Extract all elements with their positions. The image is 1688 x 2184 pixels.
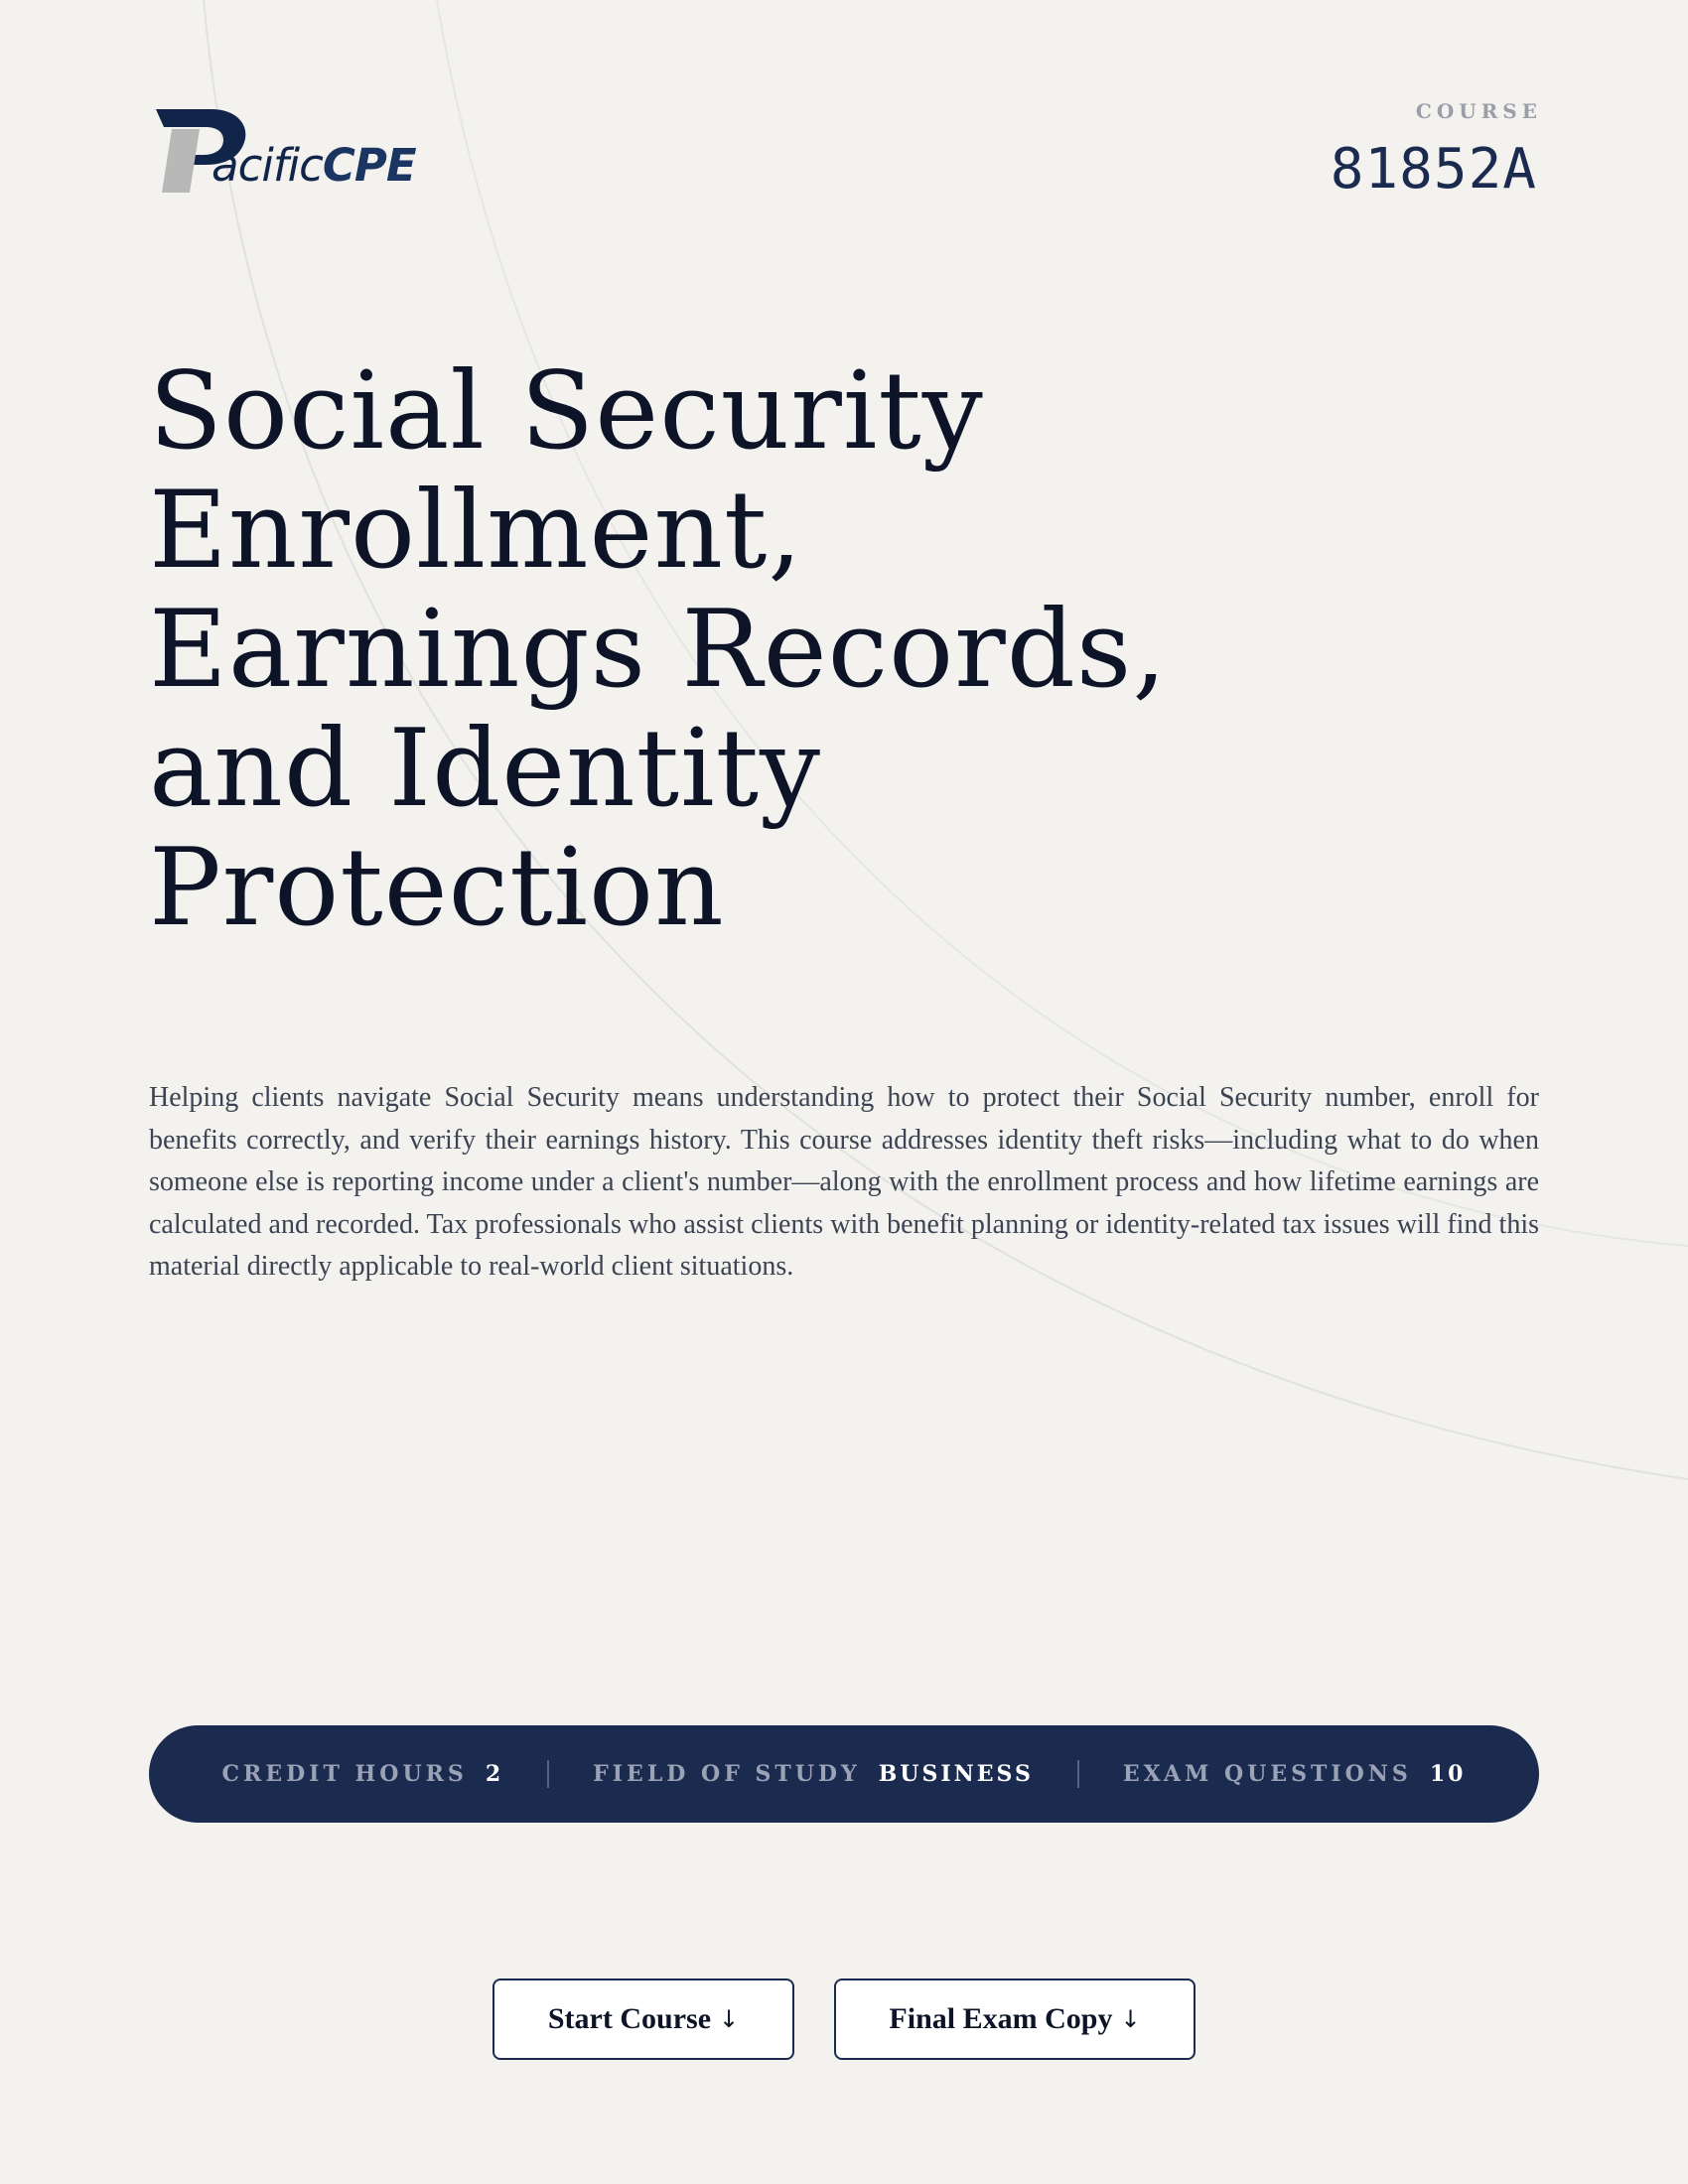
stat-exam-questions (1123, 1761, 1467, 1787)
title-line: Enrollment, (149, 469, 803, 593)
pacific-cpe-logo (154, 107, 416, 197)
course-stats-bar (149, 1725, 1539, 1823)
stat-label: FIELD OF STUDY (593, 1761, 861, 1787)
action-buttons (0, 1979, 1688, 2060)
stat-label: CREDIT HOURS (221, 1761, 468, 1787)
logo-pacific-text: acific (211, 139, 323, 192)
stat-field-of-study (593, 1761, 1034, 1787)
logo-wordmark (211, 139, 416, 192)
stat-credit-hours (222, 1761, 504, 1787)
title-line: Earnings Records, (149, 588, 1168, 712)
course-label: COURSE (1415, 99, 1542, 123)
logo-cpe-text: CPE (322, 139, 416, 192)
stat-divider (1077, 1760, 1079, 1788)
final-exam-copy-button[interactable] (834, 1979, 1196, 2060)
stat-value: BUSINESS (878, 1761, 1034, 1787)
arrow-down-icon: ↓ (1120, 2005, 1141, 2033)
arrow-down-icon: ↓ (719, 2005, 740, 2033)
course-description: Helping clients navigate Social Security means understanding how to protect their Social Security number, enroll for benefits correctly, and verify their earnings history. This course addresses identity theft risks—including what to do when someone else is reporting income under a client's number—along with the enrollment process and how lifetime earnings are calculated and recorded. Tax professionals who assist clients with benefit planning or identity-related tax issues will find this material directly applicable to real-world client situations. (149, 1082, 1539, 1282)
final-exam-copy-label: Final Exam Copy (889, 2002, 1113, 2035)
course-code: 81852A (1330, 137, 1537, 202)
course-info (1330, 99, 1542, 202)
title-line: Protection (149, 826, 725, 950)
stat-label: EXAM QUESTIONS (1122, 1761, 1412, 1787)
title-line: and Identity (149, 707, 822, 831)
start-course-label: Start Course (547, 2002, 712, 2035)
stat-value: 10 (1429, 1761, 1467, 1787)
stat-divider (547, 1760, 549, 1788)
title-line: Social Security (149, 349, 984, 474)
stat-value: 2 (485, 1761, 504, 1787)
page-title (149, 349, 1440, 950)
start-course-button[interactable] (492, 1979, 794, 2060)
